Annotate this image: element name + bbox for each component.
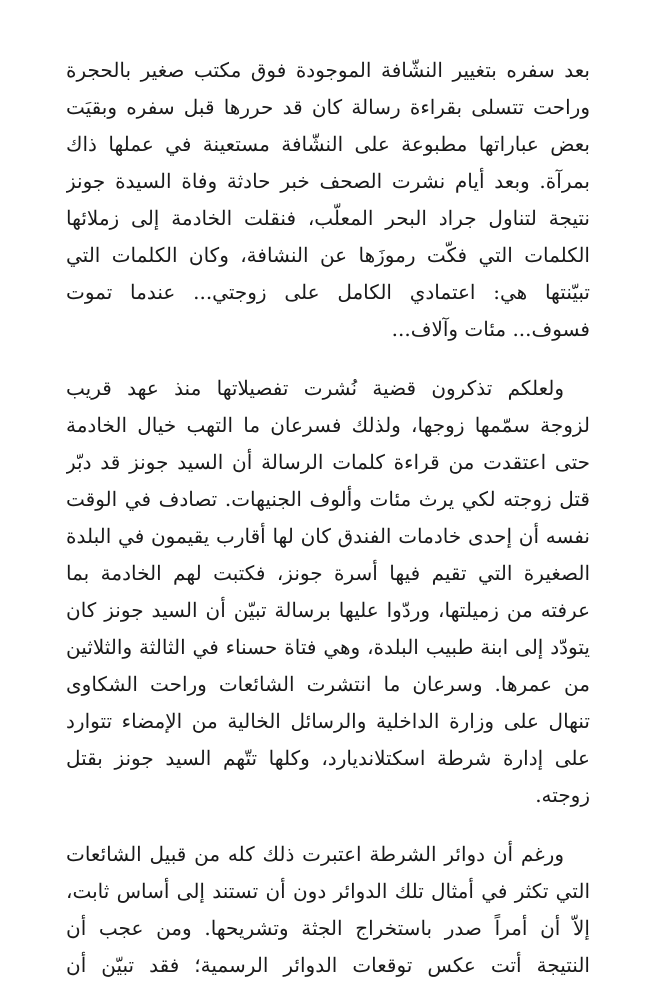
- text-line: وراحت تتسلى بقراءة رسالة كان قد حررها قبل سفره وبقيَت: [66, 95, 590, 119]
- text-line: حتى اعتقدت من قراءة كلمات الرسالة أن السيد جونز قد دبّر: [66, 450, 590, 474]
- text-line: قتل زوجته لكي يرث مئات وألوف الجنيهات. تصادف في الوقت: [66, 487, 590, 511]
- text-line: نفسه أن إحدى خادمات الفندق كان لها أقارب يقيمون في البلدة: [66, 524, 590, 548]
- text-line: يتودّد إلى ابنة طبيب البلدة، وهي فتاة حسناء في الثالثة والثلاثين: [66, 635, 590, 659]
- text-line: النتيجة أتت عكس توقعات الدوائر الرسمية؛ فقد تبيّن أن: [66, 953, 590, 977]
- text-line: عرفته من زميلتها، وردّوا عليها برسالة تبيّن أن السيد جونز كان: [66, 598, 590, 622]
- text-line: بمرآة. وبعد أيام نشرت الصحف خبر حادثة وفاة السيدة جونز: [66, 169, 590, 193]
- text-line: بعض عباراتها مطبوعة على النشّافة مستعينة في عملها ذاك: [66, 132, 590, 156]
- text-line: بعد سفره بتغيير النشّافة الموجودة فوق مكتب صغير بالحجرة: [66, 58, 590, 82]
- text-line: الصغيرة التي تقيم فيها أسرة جونز، فكتبت لهم الخادمة بما: [66, 561, 590, 585]
- text-line: ولعلكم تذكرون قضية نُشرت تفصيلاتها منذ عهد قريب: [66, 376, 564, 400]
- text-line: إلاّ أن أمراً صدر باستخراج الجثة وتشريحها. ومن عجب أن: [66, 916, 590, 940]
- paragraph-2: [66, 370, 590, 814]
- text-line: نتيجة لتناول جراد البحر المعلّب، فنقلت الخادمة إلى زملائها: [66, 206, 590, 230]
- text-line: فسوف... مئات وآلاف...: [391, 317, 590, 341]
- text-line: تبيّنتها هي: اعتمادي الكامل على زوجتي... عندما تموت: [66, 280, 590, 304]
- text-line: ورغم أن دوائر الشرطة اعتبرت ذلك كله من قبيل الشائعات: [66, 842, 564, 866]
- text-line: تنهال على وزارة الداخلية والرسائل الخالية من الإمضاء تتوارد: [66, 709, 590, 733]
- text-line: من عمرها. وسرعان ما انتشرت الشائعات وراحت الشكاوى: [66, 672, 590, 696]
- text-line: التي تكثر في أمثال تلك الدوائر دون أن تستند إلى أساس ثابت،: [66, 879, 590, 903]
- paragraph-3: [66, 836, 590, 984]
- paragraph-1: [66, 52, 590, 348]
- text-line: لزوجة سمّمها زوجها، ولذلك فسرعان ما التهب خيال الخادمة: [66, 413, 590, 437]
- text-line: زوجته.: [535, 783, 590, 807]
- text-line: على إدارة شرطة اسكتلانديارد، وكلها تتّهم السيد جونز بقتل: [66, 746, 590, 770]
- text-line: الكلمات التي فكّت رموزَها عن النشافة، وكان الكلمات التي: [66, 243, 590, 267]
- document-page: [66, 52, 590, 984]
